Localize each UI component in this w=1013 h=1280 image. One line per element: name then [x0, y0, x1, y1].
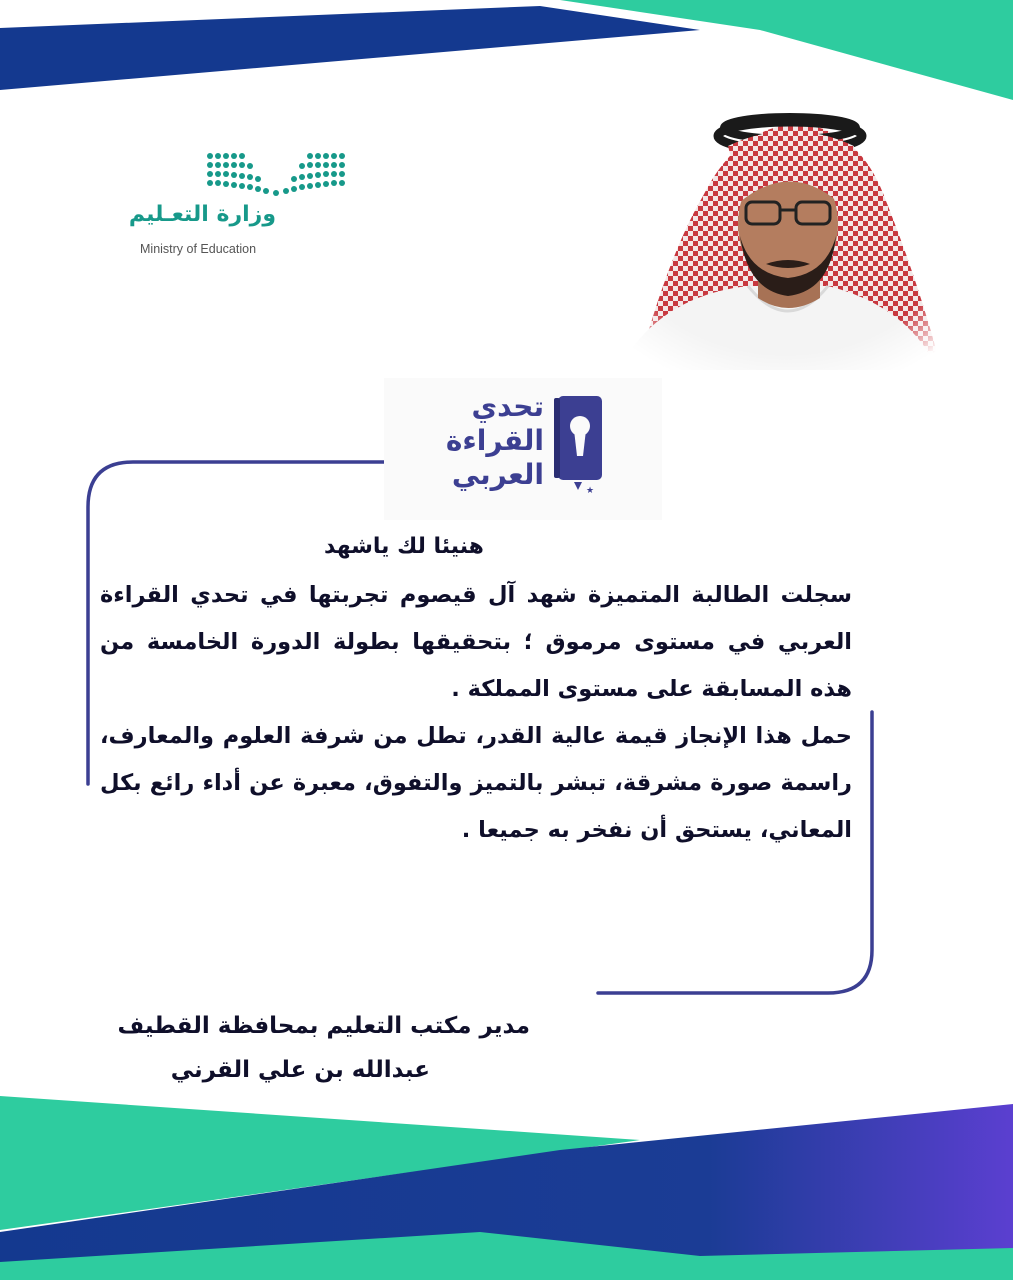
- ministry-dots-icon: [206, 150, 346, 196]
- keyhole-book-icon: [552, 392, 608, 496]
- signature-block: [40, 1004, 530, 1092]
- challenge-line: تحدي: [471, 390, 544, 423]
- greeting-heading: هنيئا لك ياشهد: [324, 534, 484, 559]
- challenge-line: القراءة: [445, 424, 544, 457]
- signature-name: عبدالله بن علي القرني: [170, 1057, 430, 1083]
- reading-challenge-logo: [384, 378, 662, 520]
- letter-body: [100, 528, 852, 854]
- ministry-logo: [128, 150, 346, 270]
- top-navy-band: [0, 6, 700, 90]
- ministry-name-arabic: وزارة التعـليم: [128, 202, 276, 227]
- paragraph-praise: حمل هذا الإنجاز قيمة عالية القدر، تطل من شرفة العلوم والمعارف، راسمة صورة مشرقة، تبشر بالتميز والتفوق، معبرة عن أداء رائع بكل المعاني، يستحق أن نفخر به جميعا .: [100, 723, 852, 843]
- reading-challenge-title: [434, 390, 544, 492]
- ministry-name-english: Ministry of Education: [140, 242, 257, 256]
- svg-text:★: ★: [586, 486, 595, 496]
- portrait-image: [598, 106, 940, 370]
- signature-title: مدير مكتب التعليم بمحافظة القطيف: [117, 1013, 530, 1039]
- paragraph-achievement: سجلت الطالبة المتميزة شهد آل قيصوم تجربتها في تحدي القراءة العربي في مستوى مرموق ؛ بتحقيقها بطولة الدورة الخامسة من هذه المسابقة على مستوى المملكة .: [100, 582, 852, 702]
- challenge-line: العربي: [451, 458, 544, 491]
